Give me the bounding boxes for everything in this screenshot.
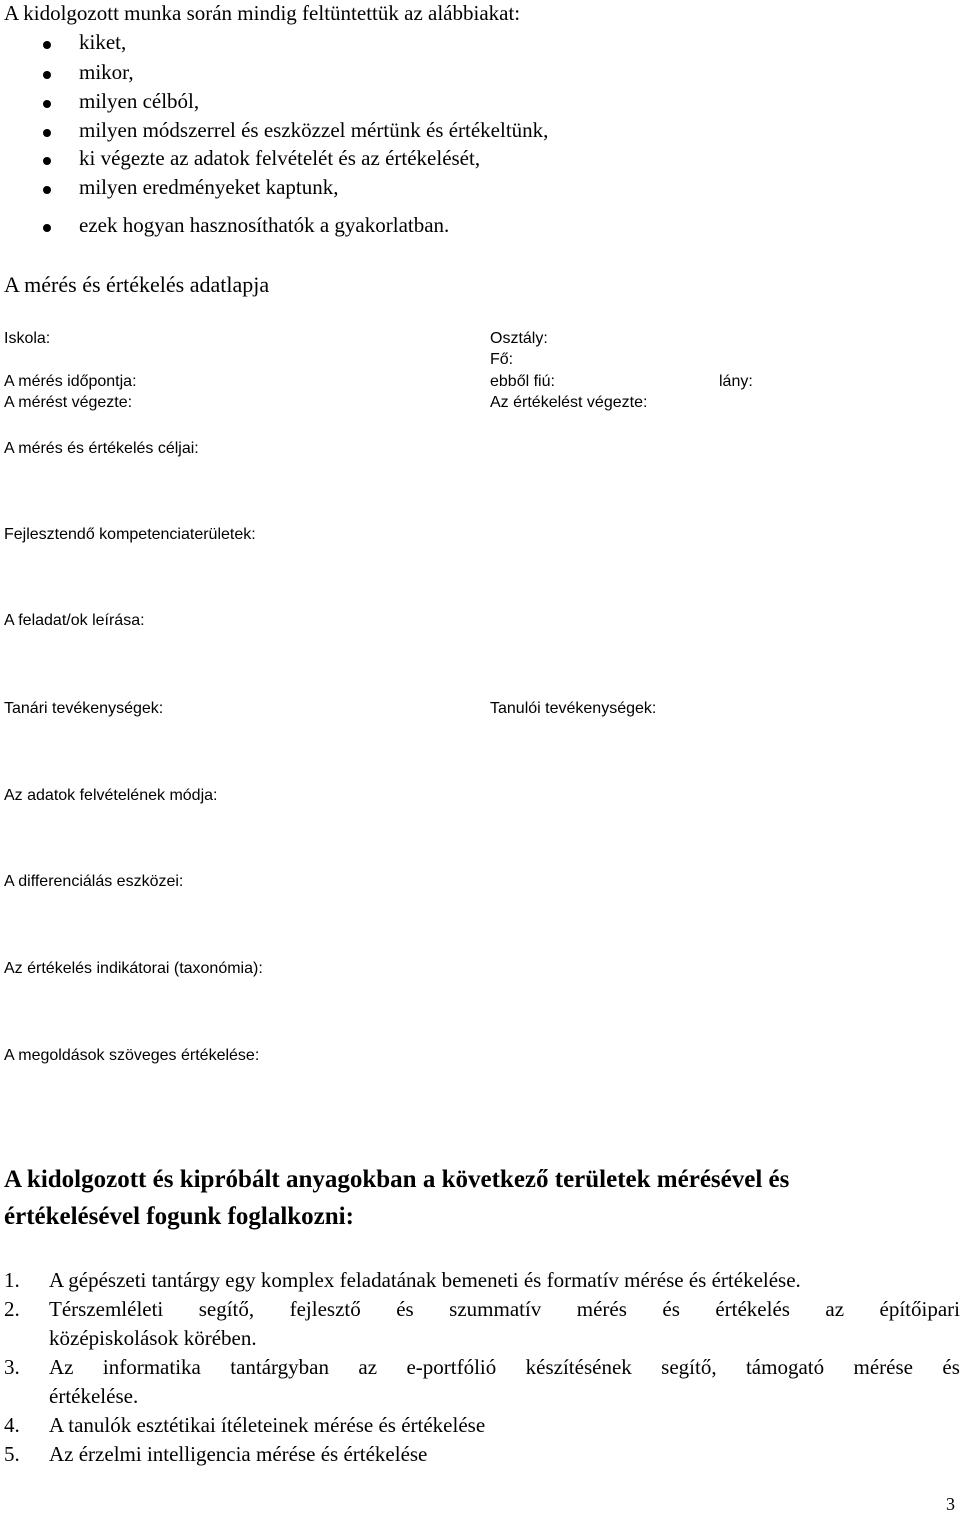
list-item-number: 2. [4,1297,20,1321]
bullet-icon [43,129,51,137]
word: segítő, [661,1355,717,1379]
list-item: ezek hogyan hasznosíthatók a gyakorlatban. [79,213,450,237]
page-number: 3 [946,1494,955,1514]
word: mérés [576,1297,627,1321]
list-item: kiket, [79,30,127,54]
bullet-icon [43,224,51,232]
bullet-icon [43,100,51,108]
bullet-icon [43,71,51,79]
field-label-competencies: Fejlesztendő kompetenciaterületek: [4,526,256,543]
word: és [396,1297,414,1321]
word: mérése [853,1355,913,1379]
bullet-icon [43,157,51,165]
field-label-school: Iskola: [4,330,51,347]
word: informatika [102,1355,201,1379]
list-item-text: A tanulók esztétikai ítéleteinek mérése és értékelése [49,1413,486,1437]
list-item: ki végezte az adatok felvételét és az értékelését, [79,146,481,170]
list-item-number: 1. [4,1268,20,1292]
word: és [662,1297,680,1321]
list-item-number: 4. [4,1413,20,1437]
list-item-text: A gépészeti tantárgy egy komplex feladatának bemeneti és formatív mérése és értékelése. [49,1268,801,1292]
word: az [358,1355,378,1379]
list-item: milyen módszerrel és eszközzel mértünk és értékeltünk, [79,118,549,142]
field-label-evaluated-by: Az értékelést végezte: [490,394,648,411]
field-label-data-collection: Az adatok felvételének módja: [4,787,218,804]
list-item-text [49,1297,960,1322]
field-label-differentiation: A differenciálás eszközei: [4,873,184,890]
field-label-task: A feladat/ok leírása: [4,612,145,629]
field-label-boys: ebből fiú: [490,373,555,390]
list-item-number: 5. [4,1442,20,1466]
word: Az [49,1355,74,1379]
list-item: mikor, [79,60,134,84]
list-item-text-cont: értékelése. [49,1384,139,1408]
field-label-measured-by: A mérést végezte: [4,394,133,411]
section-heading-line2: értékelésével fogunk foglalkozni: [4,1203,354,1230]
word: támogató [745,1355,825,1379]
bullet-icon [43,186,51,194]
word: az [825,1297,845,1321]
word: e-portfólió [406,1355,497,1379]
intro-text: A kidolgozott munka során mindig feltüntettük az alábbiakat: [4,1,521,25]
field-label-date: A mérés időpontja: [4,373,137,390]
bullet-icon [43,41,51,49]
word: segítő, [198,1297,255,1321]
word: és [942,1355,960,1379]
form-title: A mérés és értékelés adatlapja [4,272,270,297]
field-label-headcount: Fő: [490,351,514,368]
list-item: milyen célból, [79,89,200,113]
field-label-class: Osztály: [490,330,548,347]
field-label-student-activities: Tanulói tevékenységek: [490,700,657,717]
word: építőipari [879,1297,960,1321]
field-label-text-evaluation: A megoldások szöveges értékelése: [4,1047,260,1064]
field-label-girls: lány: [719,373,753,390]
word: készítésének [525,1355,632,1379]
field-label-goals: A mérés és értékelés céljai: [4,440,199,457]
word: fejlesztő [289,1297,361,1321]
list-item-text [49,1355,960,1380]
list-item-number: 3. [4,1355,20,1379]
list-item-text: Az érzelmi intelligencia mérése és értékelése [49,1442,428,1466]
list-item-text-cont: középiskolások körében. [49,1326,257,1350]
word: Térszemléleti [49,1297,164,1321]
word: szummatív [449,1297,542,1321]
word: tantárgyban [230,1355,329,1379]
list-item: milyen eredményeket kaptunk, [79,175,339,199]
word: értékelés [715,1297,790,1321]
field-label-indicators: Az értékelés indikátorai (taxonómia): [4,960,263,977]
section-heading-line1: A kidolgozott és kipróbált anyagokban a következő területek mérésével és [4,1166,790,1193]
field-label-teacher-activities: Tanári tevékenységek: [4,700,164,717]
